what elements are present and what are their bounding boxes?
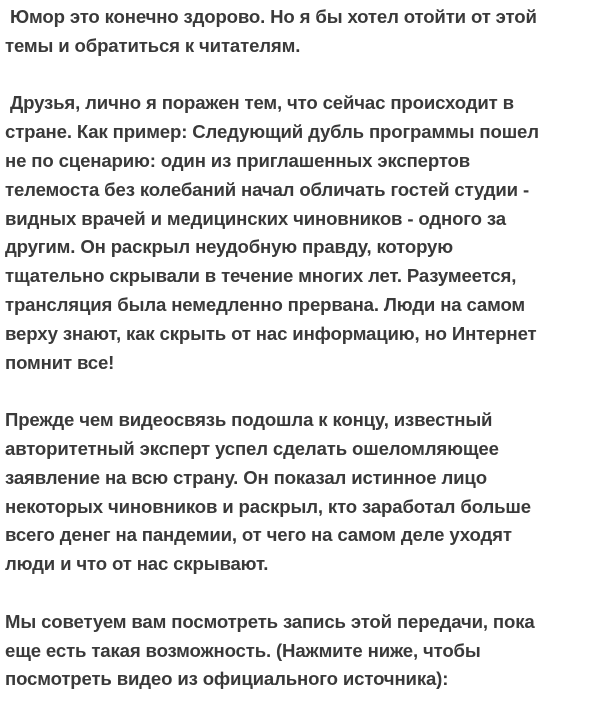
text-line: помнит все! <box>5 351 115 373</box>
text-line: посмотреть видео из официального источника): <box>5 668 449 690</box>
text-line: телемоста без колебаний начал обличать гостей студии - <box>5 178 530 200</box>
text-line: трансляция была немедленно прервана. Люди на самом <box>5 293 526 315</box>
text-line: видных врачей и медицинских чиновников - одного за <box>5 207 506 229</box>
text-line: авторитетный эксперт успел сделать ошеломляющее <box>5 437 499 459</box>
text-line: Мы советуем вам посмотреть запись этой передачи, пока <box>5 610 535 632</box>
paragraph-call-to-action <box>5 608 605 694</box>
text-line: Юмор это конечно здорово. Но я бы хотел отойти от этой <box>5 6 537 27</box>
text-line: не по сценарию: один из приглашенных экспертов <box>5 149 471 171</box>
text-line: стране. Как пример: Следующий дубль программы пошел <box>5 121 539 143</box>
text-line: темы и обратиться к читателям. <box>5 34 301 56</box>
text-line: еще есть такая возможность. (Нажмите ниже, чтобы <box>5 639 481 661</box>
text-line: всего денег на пандемии, от чего на самом деле уходят <box>5 524 512 546</box>
paragraph-intro <box>5 3 605 61</box>
article-body <box>5 0 605 723</box>
text-line: заявление на всю страну. Он показал истинное лицо <box>5 466 487 488</box>
text-line: тщательно скрывали в течение многих лет. Разумеется, <box>5 265 517 287</box>
text-line: Прежде чем видеосвязь подошла к концу, известный <box>5 409 493 431</box>
text-line: Друзья, лично я поражен тем, что сейчас происходит в <box>5 92 514 114</box>
text-line: верху знают, как скрыть от нас информацию, но Интернет <box>5 322 537 344</box>
paragraph-friends <box>5 89 605 377</box>
text-line: люди и что от нас скрывают. <box>5 553 269 575</box>
paragraph-expert <box>5 406 605 579</box>
text-line: некоторых чиновников и раскрыл, кто заработал больше <box>5 495 531 517</box>
text-line: другим. Он раскрыл неудобную правду, которую <box>5 236 453 258</box>
